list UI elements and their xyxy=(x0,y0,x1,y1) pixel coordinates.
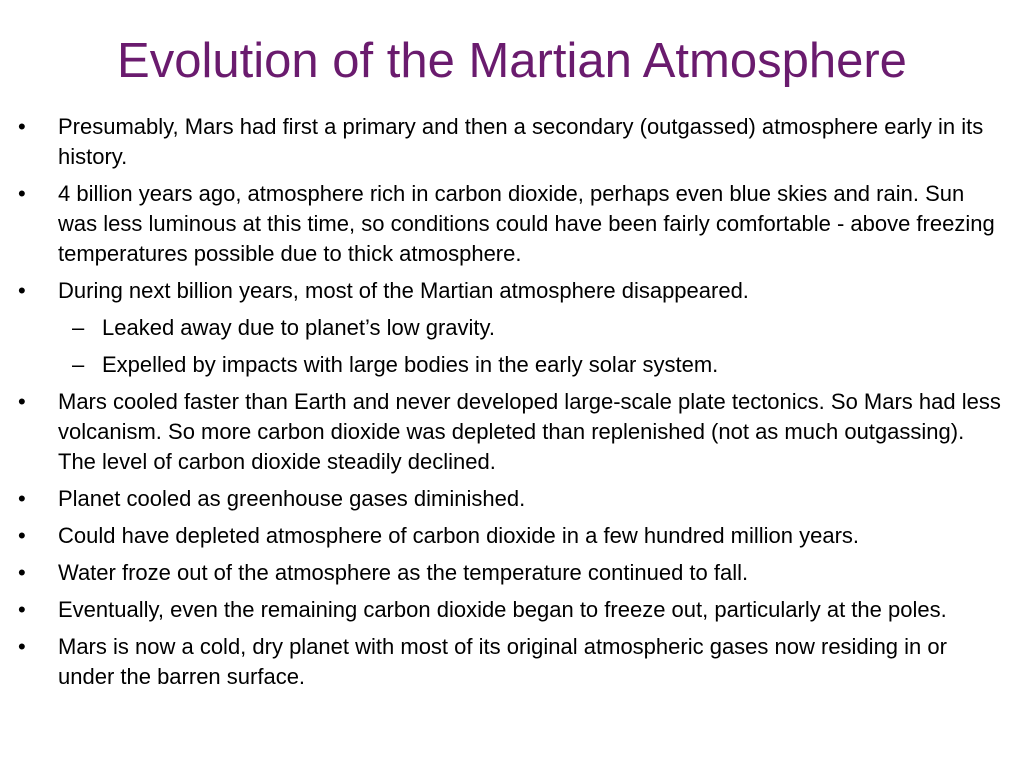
bullet-marker: • xyxy=(18,597,26,622)
bullet-item xyxy=(14,632,1004,692)
bullet-item xyxy=(14,595,1004,625)
bullet-marker: • xyxy=(18,114,26,139)
dash-marker: – xyxy=(72,315,85,340)
bullet-marker: • xyxy=(18,278,26,303)
bullet-text: Leaked away due to planet’s low gravity. xyxy=(102,315,495,340)
bullet-list xyxy=(14,112,1004,699)
sub-bullet-item xyxy=(14,350,1004,380)
bullet-text: Expelled by impacts with large bodies in the early solar system. xyxy=(102,352,719,377)
bullet-marker: • xyxy=(18,560,26,585)
bullet-item xyxy=(14,112,1004,172)
bullet-item xyxy=(14,484,1004,514)
bullet-text: Mars is now a cold, dry planet with most of its original atmospheric gases now residing in or under the barren surface. xyxy=(58,634,947,689)
bullet-marker: • xyxy=(18,389,26,414)
bullet-text: Water froze out of the atmosphere as the temperature continued to fall. xyxy=(58,560,749,585)
bullet-item xyxy=(14,521,1004,551)
bullet-text: Could have depleted atmosphere of carbon dioxide in a few hundred million years. xyxy=(58,523,860,548)
bullet-text: Eventually, even the remaining carbon dioxide began to freeze out, particularly at the poles. xyxy=(58,597,947,622)
bullet-text: Planet cooled as greenhouse gases diminished. xyxy=(58,486,526,511)
bullet-marker: • xyxy=(18,181,26,206)
dash-marker: – xyxy=(72,352,85,377)
bullet-item xyxy=(14,179,1004,269)
bullet-text: Presumably, Mars had first a primary and then a secondary (outgassed) atmosphere early in its history. xyxy=(58,114,984,169)
bullet-item xyxy=(14,276,1004,306)
bullet-marker: • xyxy=(18,523,26,548)
bullet-marker: • xyxy=(18,634,26,659)
bullet-text: Mars cooled faster than Earth and never developed large-scale plate tectonics. So Mars had less volcanism. So more carbon dioxide was depleted than replenished (not as much outgassing). The level of carbon dioxide steadily declined. xyxy=(58,389,1001,474)
bullet-text: During next billion years, most of the Martian atmosphere disappeared. xyxy=(58,278,749,303)
bullet-marker: • xyxy=(18,486,26,511)
bullet-text: 4 billion years ago, atmosphere rich in carbon dioxide, perhaps even blue skies and rain. Sun was less luminous at this time, so conditions could have been fairly comfortable - above freezing temperatures possible due to thick atmosphere. xyxy=(58,181,995,266)
slide-title: Evolution of the Martian Atmosphere xyxy=(117,34,907,88)
bullet-item xyxy=(14,558,1004,588)
sub-bullet-item xyxy=(14,313,1004,343)
bullet-item xyxy=(14,387,1004,477)
